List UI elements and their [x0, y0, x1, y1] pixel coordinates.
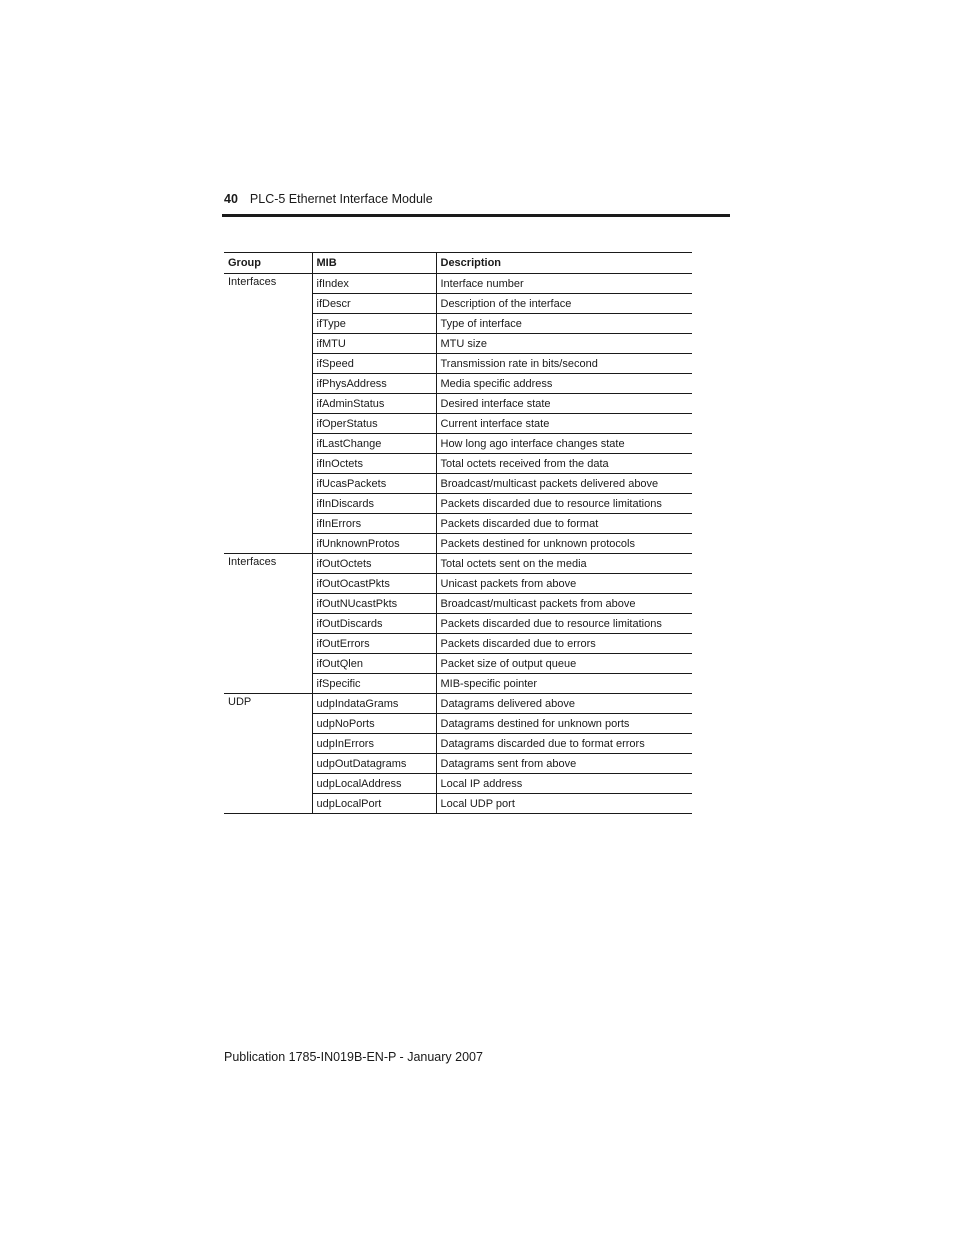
- mib-cell: ifOutErrors: [312, 634, 436, 654]
- description-cell: How long ago interface changes state: [436, 434, 692, 454]
- mib-cell: ifSpecific: [312, 674, 436, 694]
- table-row: [224, 274, 692, 294]
- table-row: [224, 694, 692, 714]
- description-cell: Packets destined for unknown protocols: [436, 534, 692, 554]
- group-cell: Interfaces: [224, 274, 312, 554]
- description-cell: Local IP address: [436, 774, 692, 794]
- column-header-mib: MIB: [312, 253, 436, 274]
- mib-cell: ifDescr: [312, 294, 436, 314]
- description-cell: Total octets received from the data: [436, 454, 692, 474]
- mib-cell: ifMTU: [312, 334, 436, 354]
- mib-cell: ifInErrors: [312, 514, 436, 534]
- mib-cell: ifLastChange: [312, 434, 436, 454]
- mib-table-header: [224, 253, 692, 274]
- mib-cell: ifInOctets: [312, 454, 436, 474]
- mib-cell: ifType: [312, 314, 436, 334]
- page-header: [224, 192, 433, 206]
- description-cell: Total octets sent on the media: [436, 554, 692, 574]
- mib-cell: udpInErrors: [312, 734, 436, 754]
- description-cell: Type of interface: [436, 314, 692, 334]
- description-cell: Media specific address: [436, 374, 692, 394]
- description-cell: Datagrams destined for unknown ports: [436, 714, 692, 734]
- mib-cell: ifAdminStatus: [312, 394, 436, 414]
- description-cell: Datagrams sent from above: [436, 754, 692, 774]
- description-cell: Interface number: [436, 274, 692, 294]
- mib-cell: ifIndex: [312, 274, 436, 294]
- description-cell: Packets discarded due to format: [436, 514, 692, 534]
- description-cell: Packet size of output queue: [436, 654, 692, 674]
- mib-cell: udpIndataGrams: [312, 694, 436, 714]
- header-row: [224, 253, 692, 274]
- description-cell: Desired interface state: [436, 394, 692, 414]
- mib-cell: ifOperStatus: [312, 414, 436, 434]
- table-row: [224, 554, 692, 574]
- description-cell: Packets discarded due to resource limitations: [436, 494, 692, 514]
- description-cell: Datagrams discarded due to format errors: [436, 734, 692, 754]
- mib-cell: udpLocalPort: [312, 794, 436, 814]
- description-cell: Broadcast/multicast packets from above: [436, 594, 692, 614]
- mib-cell: ifPhysAddress: [312, 374, 436, 394]
- page-header-title: PLC-5 Ethernet Interface Module: [249, 192, 433, 206]
- group-cell: Interfaces: [224, 554, 312, 694]
- mib-table-body: [224, 274, 692, 814]
- description-cell: Description of the interface: [436, 294, 692, 314]
- mib-cell: ifOutNUcastPkts: [312, 594, 436, 614]
- mib-cell: ifOutOcastPkts: [312, 574, 436, 594]
- description-cell: Datagrams delivered above: [436, 694, 692, 714]
- description-cell: MIB-specific pointer: [436, 674, 692, 694]
- mib-cell: ifUnknownProtos: [312, 534, 436, 554]
- description-cell: MTU size: [436, 334, 692, 354]
- mib-cell: udpLocalAddress: [312, 774, 436, 794]
- mib-cell: ifOutQlen: [312, 654, 436, 674]
- mib-cell: ifOutOctets: [312, 554, 436, 574]
- description-cell: Broadcast/multicast packets delivered above: [436, 474, 692, 494]
- column-header-group: Group: [224, 253, 312, 274]
- page-number: 40: [224, 192, 238, 206]
- description-cell: Transmission rate in bits/second: [436, 354, 692, 374]
- mib-cell: ifInDiscards: [312, 494, 436, 514]
- description-cell: Packets discarded due to resource limitations: [436, 614, 692, 634]
- column-header-description: Description: [436, 253, 692, 274]
- mib-cell: udpOutDatagrams: [312, 754, 436, 774]
- description-cell: Unicast packets from above: [436, 574, 692, 594]
- header-rule: [222, 214, 730, 217]
- mib-cell: ifUcasPackets: [312, 474, 436, 494]
- description-cell: Packets discarded due to errors: [436, 634, 692, 654]
- mib-cell: ifSpeed: [312, 354, 436, 374]
- mib-cell: udpNoPorts: [312, 714, 436, 734]
- publication-footer: Publication 1785-IN019B-EN-P - January 2007: [224, 1050, 483, 1064]
- group-cell: UDP: [224, 694, 312, 814]
- mib-cell: ifOutDiscards: [312, 614, 436, 634]
- description-cell: Local UDP port: [436, 794, 692, 814]
- description-cell: Current interface state: [436, 414, 692, 434]
- mib-table: [224, 252, 692, 814]
